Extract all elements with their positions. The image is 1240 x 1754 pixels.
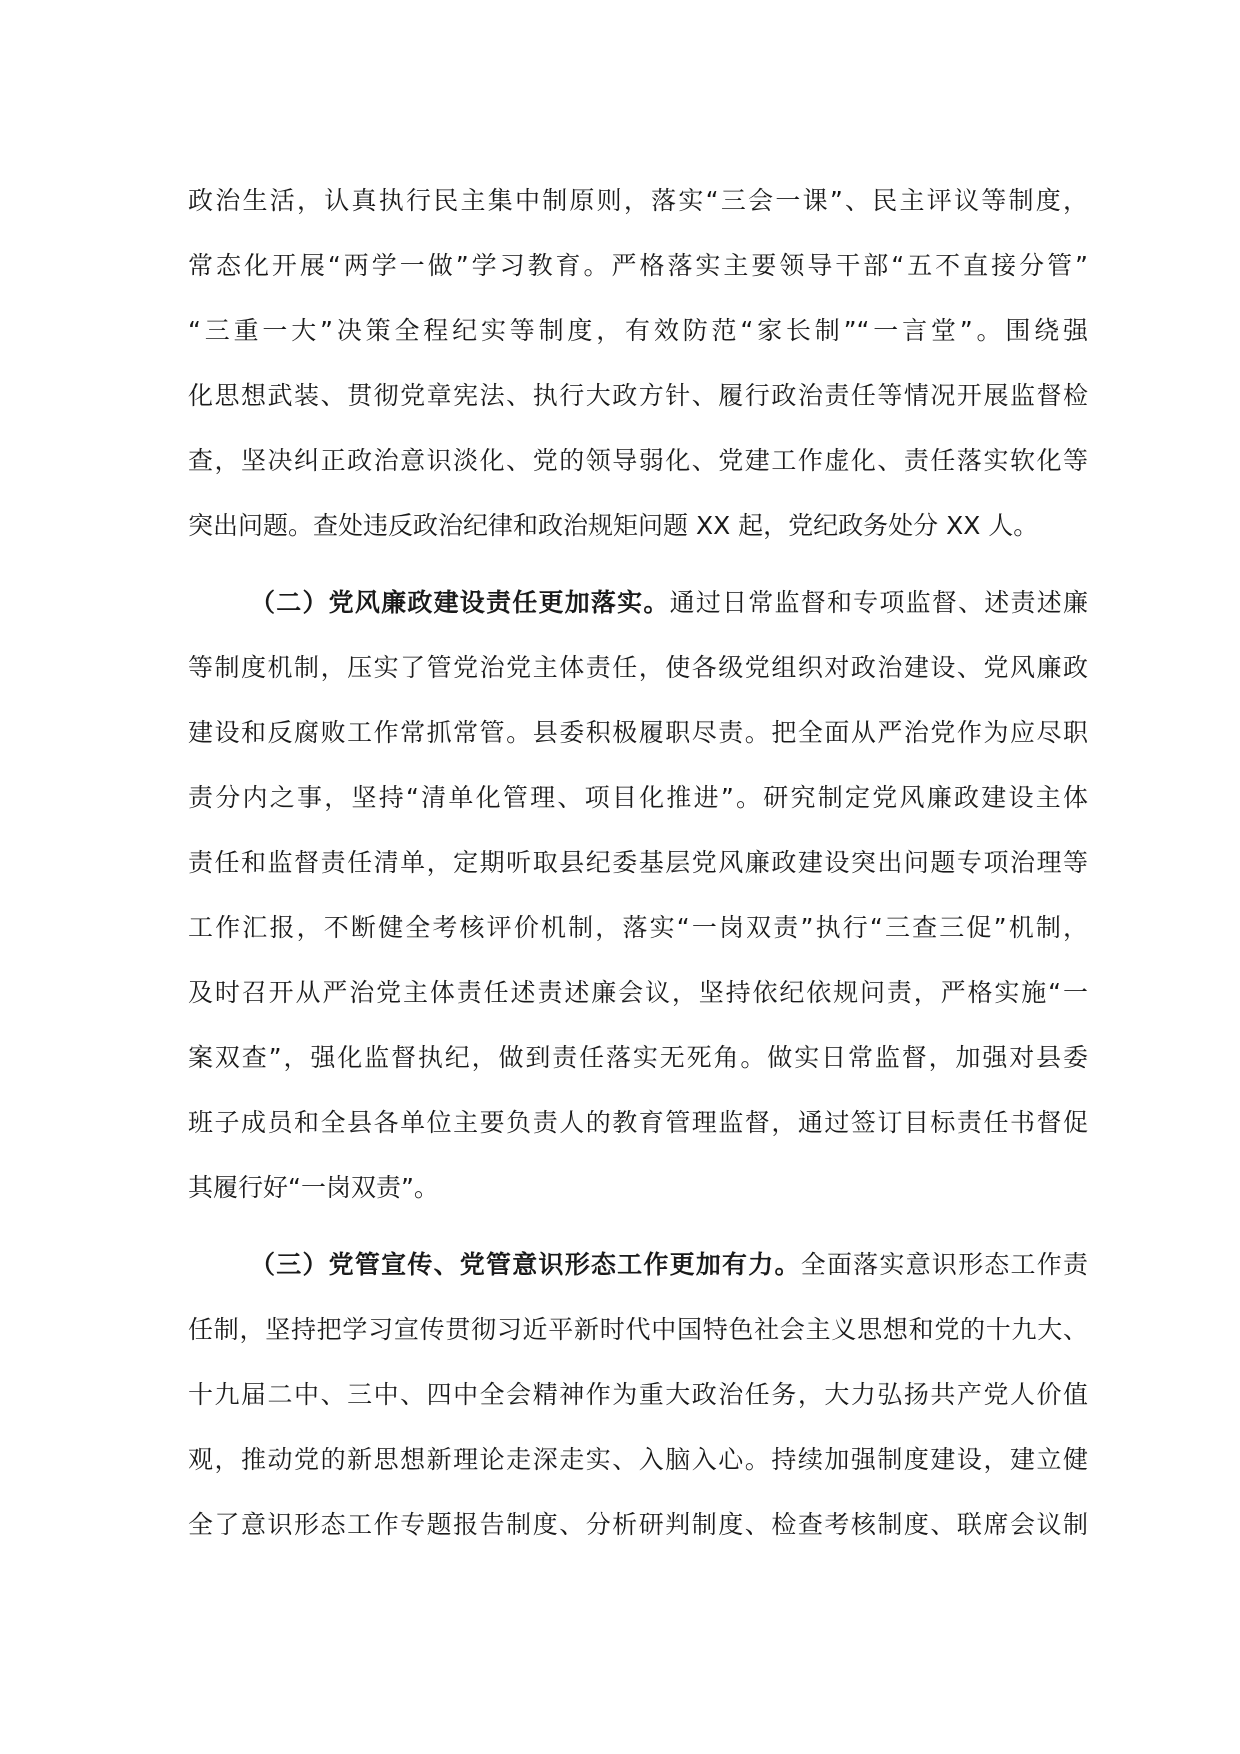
text-line: 全了意识形态工作专题报告制度、分析研判制度、检查考核制度、联席会议制 (188, 1510, 1088, 1539)
paragraph-3 (188, 1232, 1088, 1557)
text-span: 全面落实意识形态工作责 (800, 1250, 1088, 1279)
text-line: 建设和反腐败工作常抓常管。县委积极履职尽责。把全面从严治党作为应尽职 (188, 718, 1088, 747)
text-line: 任制，坚持把学习宣传贯彻习近平新时代中国特色社会主义思想和党的十九大、 (188, 1315, 1088, 1344)
text-line: 责分内之事，坚持“清单化管理、项目化推进”。研究制定党风廉政建设主体 (188, 783, 1088, 812)
text-line: 工作汇报，不断健全考核评价机制，落实“一岗双责”执行“三查三促”机制， (188, 913, 1088, 942)
paragraph-first-line (188, 570, 1088, 635)
section-heading: （三）党管宣传、党管意识形态工作更加有力。 (250, 1250, 801, 1279)
text-line: 十九届二中、三中、四中全会精神作为重大政治任务，大力弘扬共产党人价值 (188, 1380, 1088, 1409)
text-line: 案双查”，强化监督执纪，做到责任落实无死角。做实日常监督，加强对县委 (188, 1043, 1088, 1072)
text-span: 通过日常监督和专项监督、述责述廉 (669, 588, 1088, 617)
text-line: 责任和监督责任清单，定期听取县纪委基层党风廉政建设突出问题专项治理等 (188, 848, 1088, 877)
paragraph-first-line (188, 1232, 1088, 1297)
paragraph-1 (188, 168, 1088, 558)
text-line: 等制度机制，压实了管党治党主体责任，使各级党组织对政治建设、党风廉政 (188, 653, 1088, 682)
text-line: 班子成员和全县各单位主要负责人的教育管理监督，通过签订目标责任书督促 (188, 1108, 1088, 1137)
paragraph-2 (188, 570, 1088, 1220)
text-line: “三重一大”决策全程纪实等制度，有效防范“家长制”“一言堂”。围绕强 (188, 316, 1088, 345)
document-page (188, 168, 1088, 1557)
text-line: 查，坚决纠正政治意识淡化、党的领导弱化、党建工作虚化、责任落实软化等 (188, 446, 1088, 475)
text-line: 政治生活，认真执行民主集中制原则，落实“三会一课”、民主评议等制度， (188, 186, 1088, 215)
text-line: 及时召开从严治党主体责任述责述廉会议，坚持依纪依规问责，严格实施“一 (188, 978, 1088, 1007)
text-line: 常态化开展“两学一做”学习教育。严格落实主要领导干部“五不直接分管” (188, 251, 1088, 280)
text-line: 突出问题。查处违反政治纪律和政治规矩问题 XX 起，党纪政务处分 XX 人。 (188, 511, 1039, 540)
text-line: 化思想武装、贯彻党章宪法、执行大政方针、履行政治责任等情况开展监督检 (188, 381, 1088, 410)
section-heading: （二）党风廉政建设责任更加落实。 (250, 588, 670, 617)
text-line: 观，推动党的新思想新理论走深走实、入脑入心。持续加强制度建设，建立健 (188, 1445, 1088, 1474)
text-line: 其履行好“一岗双责”。 (188, 1173, 439, 1202)
